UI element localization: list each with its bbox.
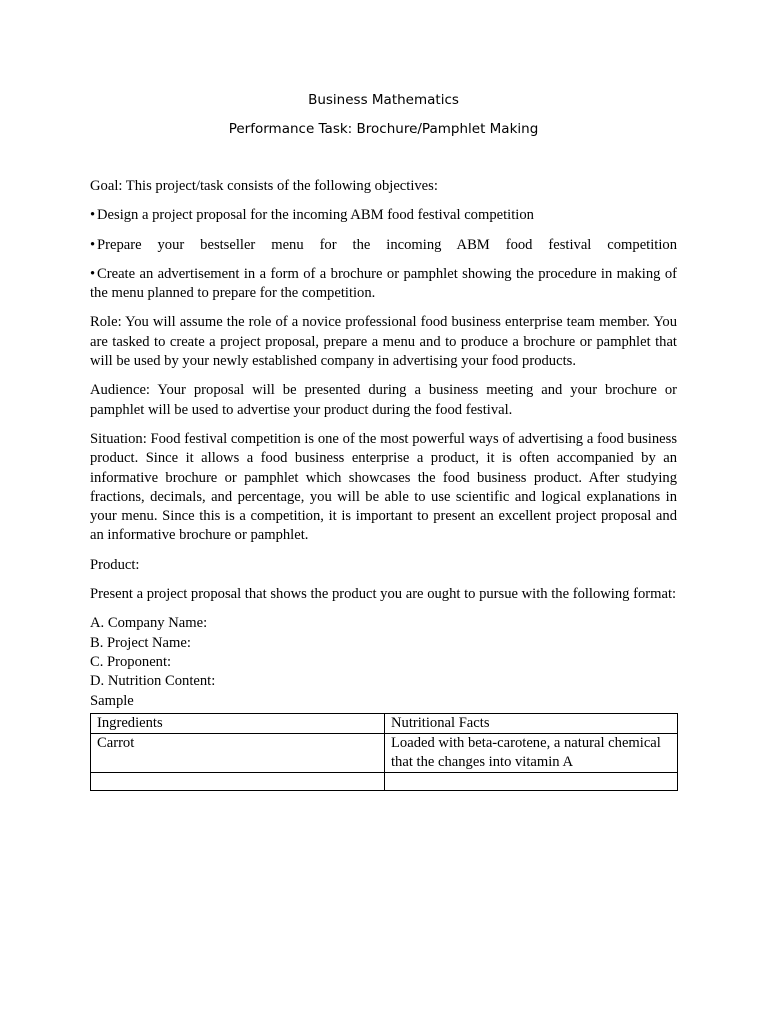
document-body xyxy=(90,177,677,791)
objective-text: Design a project proposal for the incoming ABM food festival competition xyxy=(97,207,534,224)
objective-item xyxy=(90,236,677,255)
header-nutritional-facts: Nutritional Facts xyxy=(385,713,678,733)
table-cell: Carrot xyxy=(91,733,385,772)
header-ingredients: Ingredients xyxy=(91,713,385,733)
product-instruction: Present a project proposal that shows the product you are ought to pursue with the following format: xyxy=(90,586,677,603)
subject-title: Business Mathematics xyxy=(308,92,459,108)
table-cell: Loaded with beta-carotene, a natural chemical that the changes into vitamin A xyxy=(385,733,678,772)
bullet-icon: • xyxy=(90,207,96,224)
table-cell xyxy=(385,772,678,790)
sample-label: Sample xyxy=(90,692,134,709)
situation-paragraph: Situation: Food festival competition is one of the most powerful ways of advertising a food business product. Since it allows a food business enterprise a product, it is often accompanied by an informative brochure or pamphlet which showcases the food business product. After studying fractions, decimals, and percentage, you will be able to use scientific and logical explanations in your menu. Since this is a competition, it is important to present an excellent project proposal and an informative brochure or pamphlet. xyxy=(90,430,677,544)
table-header-row xyxy=(91,713,678,733)
role-paragraph: Role: You will assume the role of a novice professional food business enterprise team member. You are tasked to create a project proposal, prepare a menu and to produce a brochure or pamphlet that will be used by your newly established company in advertising your food products. xyxy=(90,314,677,370)
objective-item xyxy=(90,265,677,304)
goal-intro: Goal: This project/task consists of the following objectives: xyxy=(90,178,438,194)
objective-item xyxy=(90,206,677,225)
format-item-project: B. Project Name: xyxy=(90,634,191,651)
table-cell xyxy=(91,772,385,790)
document-page xyxy=(90,90,677,791)
format-item-proponent: C. Proponent: xyxy=(90,653,172,670)
audience-paragraph: Audience: Your proposal will be presented during a business meeting and your brochure or pamphlet will be used to advertise your product during the food festival. xyxy=(90,382,677,418)
format-list xyxy=(90,614,677,710)
bullet-icon: • xyxy=(90,265,96,282)
bullet-icon: • xyxy=(90,236,96,253)
table-row xyxy=(91,733,678,772)
objective-text: Create an advertisement in a form of a brochure or pamphlet showing the procedure in making of the menu planned to prepare for the competition. xyxy=(90,265,677,302)
product-label: Product: xyxy=(90,556,140,573)
table-row xyxy=(91,772,678,790)
task-title: Performance Task: Brochure/Pamphlet Making xyxy=(228,121,539,137)
nutrition-table xyxy=(90,713,678,791)
format-item-nutrition: D. Nutrition Content: xyxy=(90,673,216,690)
objective-text: Prepare your bestseller menu for the incoming ABM food festival competition xyxy=(97,236,677,253)
format-item-company: A. Company Name: xyxy=(90,615,208,632)
